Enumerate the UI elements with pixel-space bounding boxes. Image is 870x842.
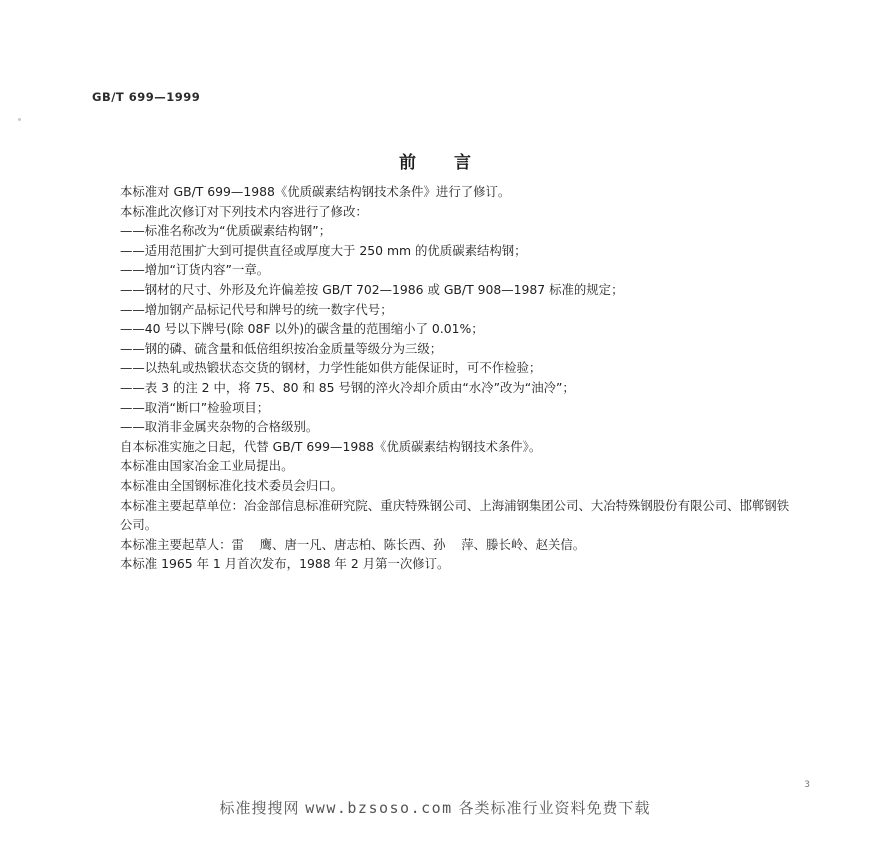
footer-site-name: 标准搜搜网 (219, 799, 300, 817)
paragraph: 本标准由全国钢标准化技术委员会归口。 (120, 477, 344, 493)
footer-tagline: 各类标准行业资料免费下载 (458, 799, 651, 817)
footer-watermark (0, 797, 870, 818)
standard-number: GB/T 699—1999 (92, 90, 201, 104)
paragraph: 本标准主要起草人：雷 鹰、唐一凡、唐志柏、陈长西、孙 萍、滕长岭、赵关信。 (120, 536, 586, 552)
paragraph: ——钢的磷、硫含量和低倍组织按冶金质量等级分为三级； (120, 340, 443, 356)
paragraph: ——标准名称改为“优质碳素结构钢”； (120, 223, 332, 239)
scan-speckle (18, 118, 21, 121)
page-title: 前 言 (399, 153, 487, 173)
paragraph: ——适用范围扩大到可提供直径或厚度大于 250 mm 的优质碳素结构钢； (120, 242, 527, 258)
paragraph: ——以热轧或热锻状态交货的钢材，力学性能如供方能保证时，可不作检验； (120, 360, 542, 376)
footer-url: www.bzsoso.com (305, 799, 453, 817)
paragraph: ——钢材的尺寸、外形及允许偏差按 GB/T 702—1986 或 GB/T 908—1987 标准的规定； (120, 281, 624, 297)
paragraph: 自本标准实施之日起，代替 GB/T 699—1988《优质碳素结构钢技术条件》。 (120, 438, 542, 454)
paragraph: ——取消“断口”检验项目； (120, 399, 270, 415)
paragraph: ——增加“订货内容”一章。 (120, 262, 270, 278)
paragraph: ——40 号以下牌号(除 08F 以外)的碳含量的范围缩小了 0.01%； (120, 321, 484, 337)
paragraph: ——取消非金属夹杂物的合格级别。 (120, 419, 319, 435)
paragraph: ——增加钢产品标记代号和牌号的统一数字代号； (120, 301, 393, 317)
paragraph: 本标准对 GB/T 699—1988《优质碳素结构钢技术条件》进行了修订。 (120, 184, 511, 199)
paragraph: 本标准此次修订对下列技术内容进行了修改： (120, 203, 368, 219)
paragraph: 本标准由国家冶金工业局提出。 (120, 458, 294, 474)
paragraph: 本标准主要起草单位：冶金部信息标准研究院、重庆特殊钢公司、上海浦钢集团公司、大冶特殊钢股份有限公司、邯郸钢铁公司。 (120, 497, 790, 533)
paragraph: ——表 3 的注 2 中，将 75、80 和 85 号钢的淬火冷却介质由“水冷”改为“油冷”； (120, 379, 575, 395)
foreword-body (120, 182, 800, 574)
page-number: 3 (804, 780, 810, 790)
paragraph: 本标准 1965 年 1 月首次发布，1988 年 2 月第一次修订。 (120, 556, 450, 572)
